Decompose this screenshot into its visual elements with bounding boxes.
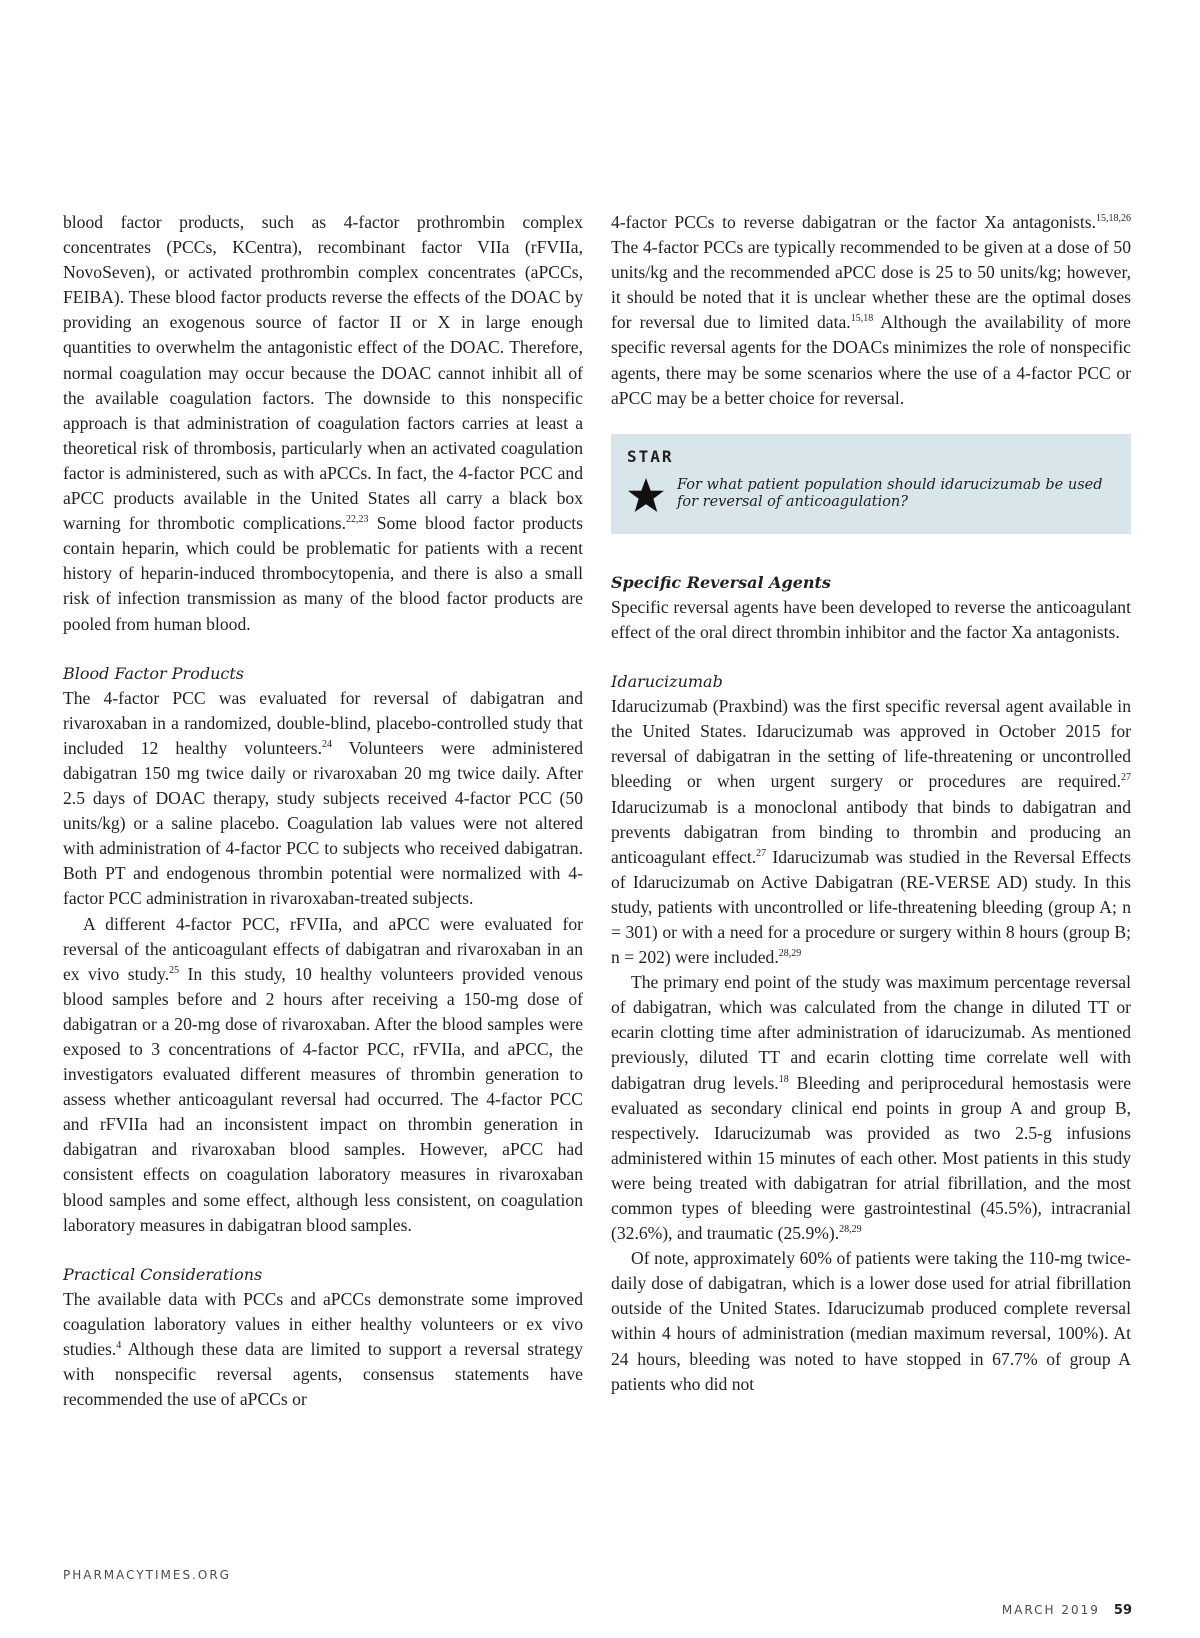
star-callout-box [611,434,1131,534]
star-icon [626,476,666,516]
footer-issue-date: MARCH 2019 [1001,1603,1100,1617]
footer-site-url: PHARMACYTIMES.ORG [63,1568,231,1582]
body-paragraph: The primary end point of the study was maximum percentage reversal of dabigatran, which was calculated from the change in diluted TT or ecarin clotting time after administration of idarucizumab. As mentioned previously, diluted TT and ecarin clotting time correlate well with dabigatran drug levels.$^{18}$ Bleeding and periprocedural hemostasis were evaluated as secondary clinical end points in group A and group B, respectively. Idarucizumab was provided as two 2.5-g infusions administered within 15 minutes of each other. Most patients in this study were being treated with dabigatran for atrial fibrillation, and the most common types of bleeding were gastrointestinal (45.5%), intracranial (32.6%), and traumatic (25.9%).$^{28,29}$ [611,972,1131,1244]
section-heading: Blood Factor Products [63,663,244,683]
body-paragraph: Idarucizumab (Praxbind) was the first specific reversal agent available in the United States. Idarucizumab was approved in October 2015 for reversal of dabigatran in the setting of life-threatening or uncontrolled bleeding or when urgent surgery or procedures are required.$^{27}$ Idarucizumab is a monoclonal antibody that binds to dabigatran and prevents dabigatran from binding to thrombin and producing an anticoagulant effect.$^{27}$ Idarucizumab was studied in the Reversal Effects of Idarucizumab on Active Dabigatran (RE-VERSE AD) study. In this study, patients with uncontrolled or life-threatening bleeding (group A; n = 301) or with a need for a procedure or surgery within 8 hours (group B; n = 202) were included.$^{28,29}$ [611,696,1131,968]
body-paragraph: Specific reversal agents have been developed to reverse the anticoagulant effect of the oral direct thrombin inhibitor and the factor Xa antagonists. [611,596,1131,642]
reference-citation: 27 [1121,772,1131,784]
body-paragraph: 4-factor PCCs to reverse dabigatran or the factor Xa antagonists.$^{15,18,26}$ The 4-factor PCCs are typically recommended to be given at a dose of 50 units/kg and the recommended aPCC dose is 25 to 50 units/kg; however, it should be noted that it is unclear whether these are the optimal doses for reversal due to limited data.$^{15,18}$ Although the availability of more specific reversal agents for the DOACs minimizes the role of nonspecific agents, there may be some scenarios where the use of a 4-factor PCC or aPCC may be a better choice for reversal. [611,212,1131,408]
reference-citation: 25 [169,964,180,976]
left-column [63,210,583,1412]
body-paragraph: blood factor products, such as 4-factor prothrombin complex concentrates (PCCs, KCentra), recombinant factor VIIa (rFVIIa, NovoSeven), or activated prothrombin complex concentrates (aPCCs, FEIBA). These blood factor products reverse the effects of the DOAC by providing an exogenous source of factor II or X in large enough quantities to overwhelm the antagonistic effect of the DOAC. Therefore, normal coagulation may occur because the DOAC cannot inhibit all of the available coagulation factors. The downside to this nonspecific approach is that administration of coagulation factors carries at least a theoretical risk of thrombosis, particularly when an activated coagulation factor is administered, such as with aPCCs. In fact, the 4-factor PCC and aPCC products available in the United States all carry a black box warning for thrombotic complications.$^{22,23}$ Some blood factor products contain heparin, which could be problematic for patients with a recent history of heparin-induced thrombocytopenia, and there is also a small risk of infection transmission as many of the blood factor products are pooled from human blood. [63,212,583,634]
page-number: 59 [1113,1603,1132,1618]
reference-citation: 28,29 [839,1224,862,1236]
section-heading: Specific Reversal Agents [611,572,831,592]
section-heading: Practical Considerations [63,1264,263,1284]
reference-citation: 28,29 [778,948,802,960]
body-paragraph: The available data with PCCs and aPCCs demonstrate some improved coagulation laboratory values in either healthy volunteers or ex vivo studies.$^4$ Although these data are limited to support a reversal strategy with nonspecific reversal agents, consensus statements have recommended the use of aPCCs or [63,1288,583,1410]
reference-citation: 22,23 [346,514,369,526]
star-callout-question: For what patient population should idarucizumab be used for reversal of anticoagulation? [677,476,1103,510]
reference-citation: 24 [321,739,332,751]
section-heading: Idarucizumab [611,672,723,692]
body-paragraph: A different 4-factor PCC, rFVIIa, and aPCC were evaluated for reversal of the anticoagulant effects of dabigatran and rivaroxaban in an ex vivo study.$^{25}$ In this study, 10 healthy volunteers provided venous blood samples before and 2 hours after receiving a 150-mg dose of dabigatran or a 20-mg dose of rivaroxaban. After the blood samples were exposed to 3 concentrations of 4-factor PCC, rFVIIa, and aPCC, the investigators evaluated different measures of thrombin generation to assess whether anticoagulant reversal had occurred. The 4-factor PCC and rFVIIa had an inconsistent impact on thrombin generation in dabigatran and rivaroxaban blood samples. However, aPCC had consistent effects on coagulation laboratory measures in rivaroxaban blood samples and some effect, although less consistent, on coagulation laboratory measures in dabigatran blood samples. [63,913,583,1235]
body-paragraph: Of note, approximately 60% of patients were taking the 110-mg twice-daily dose of dabigatran, which is a lower dose used for atrial fibrillation outside of the United States. Idarucizumab produced complete reversal within 4 hours of administration (median maximum reversal, 100%). At 24 hours, bleeding was noted to have stopped in 67.7% of group A patients who did not [611,1248,1131,1394]
body-paragraph: The 4-factor PCC was evaluated for reversal of dabigatran and rivaroxaban in a randomized, double-blind, placebo-controlled study that included 12 healthy volunteers.$^{24}$ Volunteers were administered dabigatran 150 mg twice daily or rivaroxaban 20 mg twice daily. After 2.5 days of DOAC therapy, study subjects received 4-factor PCC (50 units/kg) or a saline placebo. Coagulation lab values were not altered with administration of 4-factor PCC to subjects who received dabigatran. Both PT and endogenous thrombin potential were normalized with 4-factor PCC administration in rivaroxaban-treated subjects. [63,687,583,909]
right-column [611,210,1131,1397]
reference-citation: 15,18,26 [1096,213,1131,225]
star-callout-label: STAR [627,446,674,466]
reference-citation: 15,18 [850,313,874,325]
reference-citation: 18 [778,1073,789,1085]
footer-issue [1002,1603,1132,1618]
reference-citation: 27 [756,847,767,859]
reference-citation: 4 [116,1340,122,1352]
